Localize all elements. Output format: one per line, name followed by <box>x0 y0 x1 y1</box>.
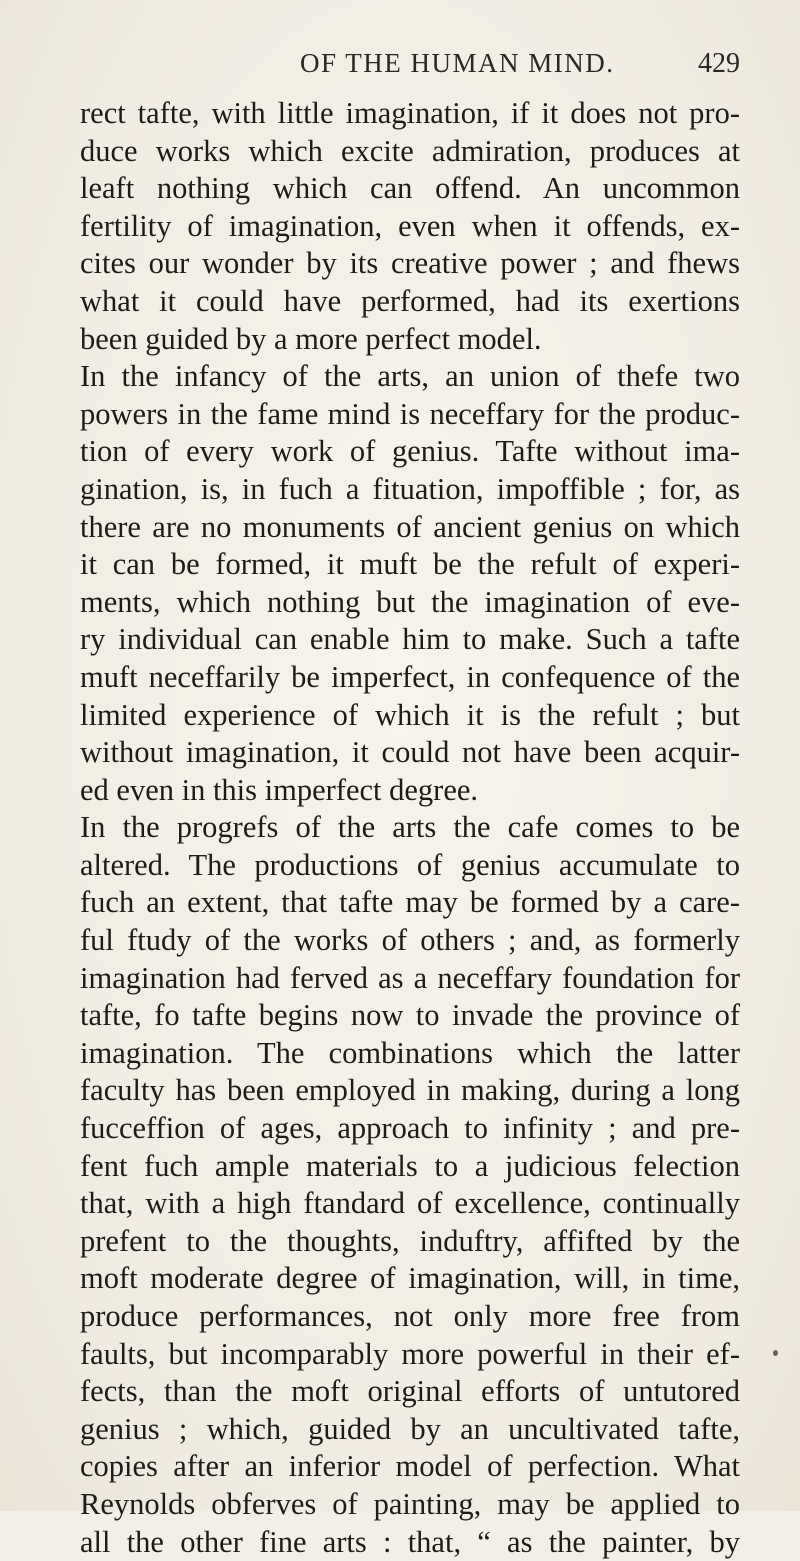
text-line: fuch an extent, that tafte may be formed by a care- <box>80 885 740 920</box>
text-line: duce works which excite admiration, produces at <box>80 133 740 168</box>
text-line: imagination. The combinations which the latter <box>80 1035 740 1070</box>
text-line: all the other fine arts : that, “ as the painter, by <box>80 1524 740 1559</box>
page-number: 429 <box>698 48 740 79</box>
running-head: OF THE HUMAN MIND. <box>300 48 615 78</box>
text-line: there are no monuments of ancient genius on which <box>80 509 740 544</box>
text-line: that, with a high ftandard of excellence, continually <box>80 1186 740 1221</box>
text-line: tafte, fo tafte begins now to invade the province of <box>80 998 740 1033</box>
text-line: faults, but incomparably more powerful in their ef- <box>80 1336 740 1371</box>
body-text <box>80 95 740 1561</box>
text-line: ful ftudy of the works of others ; and, as formerly <box>80 923 740 958</box>
text-line: rect tafte, with little imagination, if it does not pro- <box>80 96 740 130</box>
text-line: ry individual can enable him to make. Such a tafte <box>80 622 740 657</box>
text-line: In the infancy of the arts, an union of thefe two <box>80 359 740 394</box>
text-line: fertility of imagination, even when it offends, ex- <box>80 208 740 243</box>
text-line: Reynolds obferves of painting, may be applied to <box>80 1486 740 1521</box>
text-line: what it could have performed, had its exertions <box>80 283 740 318</box>
page-header <box>300 48 740 88</box>
text-line: cites our wonder by its creative power ; and fhews <box>80 246 740 281</box>
text-line: copies after an inferior model of perfection. What <box>80 1449 740 1484</box>
text-line: fucceffion of ages, approach to infinity ; and pre- <box>80 1111 740 1146</box>
text-line: powers in the fame mind is neceffary for the produc- <box>80 396 740 431</box>
text-line: muft neceffarily be imperfect, in confequence of the <box>80 659 740 694</box>
text-line: without imagination, it could not have been acquir- <box>80 735 740 770</box>
text-line: gination, is, in fuch a fituation, impoffible ; for, as <box>80 471 740 506</box>
text-line: genius ; which, guided by an uncultivated tafte, <box>80 1411 740 1446</box>
text-line: limited experience of which it is the refult ; but <box>80 697 740 732</box>
text-line: moft moderate degree of imagination, will, in time, <box>80 1261 740 1296</box>
text-line: it can be formed, it muft be the refult of experi- <box>80 547 740 582</box>
text-line: In the progrefs of the arts the cafe comes to be <box>80 810 740 845</box>
text-line: fects, than the moft original efforts of untutored <box>80 1374 740 1409</box>
text-line: ments, which nothing but the imagination of eve- <box>80 584 740 619</box>
text-line: faculty has been employed in making, during a long <box>80 1073 740 1108</box>
text-line: prefent to the thoughts, induftry, affifted by the <box>80 1223 740 1258</box>
text-line: fent fuch ample materials to a judicious felection <box>80 1148 740 1183</box>
text-line: altered. The productions of genius accumulate to <box>80 847 740 882</box>
text-line: tion of every work of genius. Tafte without ima- <box>80 434 740 469</box>
text-line: ed even in this imperfect degree. <box>80 772 479 807</box>
text-line: produce performances, not only more free from <box>80 1299 740 1333</box>
text-line: been guided by a more perfect model. <box>80 321 542 356</box>
text-line: imagination had ferved as a neceffary foundation for <box>80 960 740 995</box>
text-line: leaft nothing which can offend. An uncommon <box>80 171 740 206</box>
paper-speck <box>773 1350 778 1356</box>
